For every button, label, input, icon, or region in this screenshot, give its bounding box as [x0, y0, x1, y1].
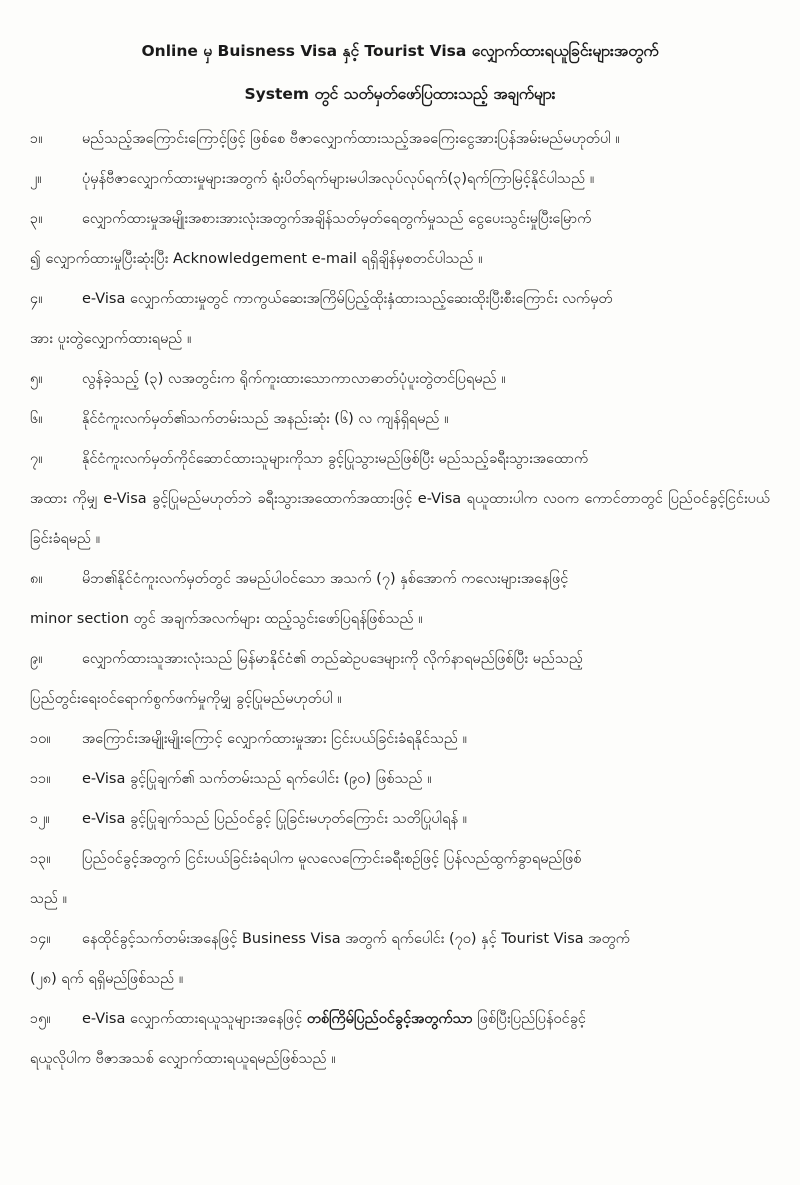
item-number: ၁၁။: [30, 771, 51, 787]
item-text: လျှောက်ထားမှုအမျိုးအစားအားလုံးအတွက်အချိန်သတ်မှတ်ရေတွက်မှုသည် ငွေပေးသွင်းမှုပြီးမြောက် ၍ လျှောက်ထားမှုပြီးဆုံးပြီး Acknowledgement e-mail ရရှိချိန်မှစတင်ပါသည် ။: [82, 199, 770, 279]
item-number: ၅။: [30, 371, 43, 387]
list-item: [30, 199, 770, 279]
item-number: ၁။: [30, 131, 43, 147]
item-continuation: ၍ လျှောက်ထားမှုပြီးဆုံးပြီး Acknowledgement e-mail ရရှိချိန်မှစတင်ပါသည် ။: [30, 251, 483, 267]
list-item: [30, 759, 770, 799]
item-text: e-Visa လျှောက်ထားမှုတွင် ကာကွယ်ဆေးအကြိမ်ပြည့်ထိုးနှံထားသည့်ဆေးထိုးပြီးစီးကြောင်း လက်မှတ် အား ပူးတွဲလျှောက်ထားရမည် ။: [82, 279, 770, 359]
item-continuation: minor section တွင် အချက်အလက်များ ထည့်သွင်းဖော်ပြရန်ဖြစ်သည် ။: [30, 611, 423, 627]
item-number: ၁၃။: [30, 851, 51, 867]
item-number: ၁၀။: [30, 731, 51, 747]
item-text: နိုင်ငံကူးလက်မှတ်ကိုင်ဆောင်ထားသူများကိုသာ ခွင့်ပြုသွားမည်ဖြစ်ပြီး မည်သည့်ခရီးသွားအထောက် အထား ကိုမျှ e-Visa ခွင့်ပြုမည်မဟုတ်ဘဲ ခရီးသွားအထောက်အထားဖြင့် e-Visa ရယူထားပါက လဝက ကောင်တာတွင် ပြည်ဝင်ခွင့်ငြင်းပယ်ခြင်းခံရမည် ။: [82, 439, 770, 559]
item-text: e-Visa ခွင့်ပြုချက်သည် ပြည်ဝင်ခွင့် ပြုခြင်းမဟုတ်ကြောင်း သတိပြုပါရန် ။: [82, 811, 468, 827]
list-item: [30, 439, 770, 559]
item-text: နေထိုင်ခွင့်သက်တမ်းအနေဖြင့် Business Visa အတွက် ရက်ပေါင်း (၇၀) နှင့် Tourist Visa အတွက် (၂၈) ရက် ရရှိမည်ဖြစ်သည် ။: [82, 919, 770, 999]
item-number: ၂။: [30, 171, 42, 187]
list-item: [30, 999, 770, 1079]
item-text: လွန်ခဲ့သည့် (၃) လအတွင်းက ရိုက်ကူးထားသောကာလာဓာတ်ပုံပူးတွဲတင်ပြရမည် ။: [82, 371, 506, 387]
item-text: နိုင်ငံကူးလက်မှတ်၏သက်တမ်းသည် အနည်းဆုံး (၆) လ ကျန်ရှိရမည် ။: [82, 411, 449, 427]
list-item: [30, 799, 770, 839]
item-number: ၁၂။: [30, 811, 50, 827]
item-text: မိဘ၏နိုင်ငံကူးလက်မှတ်တွင် အမည်ပါဝင်သော အသက် (၇) နှစ်အောက် ကလေးများအနေဖြင့် minor section တွင် အချက်အလက်များ ထည့်သွင်းဖော်ပြရန်ဖြစ်သည် ။: [82, 559, 770, 639]
list-item: [30, 639, 770, 719]
list-item: [30, 839, 770, 919]
document-title-line-1: Online မှ Buisness Visa နှင့် Tourist Visa လျှောက်ထားရယူခြင်းများအတွက်: [141, 42, 659, 60]
item-number: ၆။: [30, 411, 43, 427]
item-number: ၁၅။: [30, 1011, 51, 1027]
item-text: ပုံမှန်ဗီဇာလျှောက်ထားမှုများအတွက် ရုံးပိတ်ရက်များမပါအလုပ်လုပ်ရက်(၃)ရက်ကြာမြင့်နိုင်ပါသည် ။: [82, 171, 595, 187]
item-continuation: ရယူလိုပါက ဗီဇာအသစ် လျှောက်ထားရယူရမည်ဖြစ်သည် ။: [30, 1051, 336, 1067]
list-item: [30, 919, 770, 999]
list-item: [30, 719, 770, 759]
item-text: e-Visa လျှောက်ထားရယူသူများအနေဖြင့် တစ်ကြိမ်ပြည်ဝင်ခွင့်အတွက်သာ ဖြစ်ပြီးပြည်ပြန်ဝင်ခွင့် ရယူလိုပါက ဗီဇာအသစ် လျှောက်ထားရယူရမည်ဖြစ်သည် ။: [82, 999, 770, 1079]
item-continuation: (၂၈) ရက် ရရှိမည်ဖြစ်သည် ။: [30, 971, 184, 987]
item-text: မည်သည့်အကြောင်းကြောင့်ဖြင့် ဖြစ်စေ ဗီဇာလျှောက်ထားသည့်အခကြေးငွေအားပြန်အမ်းမည်မဟုတ်ပါ ။: [82, 131, 620, 147]
item-continuation: အထား ကိုမျှ e-Visa ခွင့်ပြုမည်မဟုတ်ဘဲ ခရီးသွားအထောက်အထားဖြင့် e-Visa ရယူထားပါက လဝက ကောင်တာတွင် ပြည်ဝင်ခွင့်ငြင်းပယ်ခြင်းခံရမည် ။: [30, 491, 770, 547]
item-continuation: သည် ။: [30, 891, 68, 907]
list-item: [30, 159, 770, 199]
conditions-list: [30, 119, 770, 1079]
item-text: ပြည်ဝင်ခွင့်အတွက် ငြင်းပယ်ခြင်းခံရပါက မူလလေကြောင်းခရီးစဉ်ဖြင့် ပြန်လည်ထွက်ခွာရမည်ဖြစ် သည် ။: [82, 839, 770, 919]
list-item: [30, 359, 770, 399]
item-number: ၄။: [30, 291, 43, 307]
item-text: အကြောင်းအမျိုးမျိုးကြောင့် လျှောက်ထားမှုအား ငြင်းပယ်ခြင်းခံရနိုင်သည် ။: [82, 731, 468, 747]
item-continuation: အား ပူးတွဲလျှောက်ထားရမည် ။: [30, 331, 192, 347]
item-continuation: ပြည်တွင်းရေးဝင်ရောက်စွက်ဖက်မှုကိုမျှ ခွင့်ပြုမည်မဟုတ်ပါ ။: [30, 691, 342, 707]
item-text: e-Visa ခွင့်ပြုချက်၏ သက်တမ်းသည် ရက်ပေါင်း (၉၀) ဖြစ်သည် ။: [82, 771, 432, 787]
item-number: ၁၄။: [30, 931, 51, 947]
item-number: ၇။: [30, 451, 43, 467]
list-item: [30, 399, 770, 439]
document-title-line-2: System တွင် သတ်မှတ်ဖော်ပြထားသည့် အချက်များ: [244, 85, 556, 103]
list-item: [30, 119, 770, 159]
item-number: ၈။: [30, 571, 43, 587]
item-text: လျှောက်ထားသူအားလုံးသည် မြန်မာနိုင်ငံ၏ တည်ဆဲဥပဒေများကို လိုက်နာရမည်ဖြစ်ပြီး မည်သည့် ပြည်တွင်းရေးဝင်ရောက်စွက်ဖက်မှုကိုမျှ ခွင့်ပြုမည်မဟုတ်ပါ ။: [82, 639, 770, 719]
item-number: ၉။: [30, 651, 43, 667]
list-item: [30, 559, 770, 639]
item-number: ၃။: [30, 211, 43, 227]
list-item: [30, 279, 770, 359]
emphasis-text: တစ်ကြိမ်ပြည်ဝင်ခွင့်အတွက်သာ: [306, 1011, 473, 1027]
